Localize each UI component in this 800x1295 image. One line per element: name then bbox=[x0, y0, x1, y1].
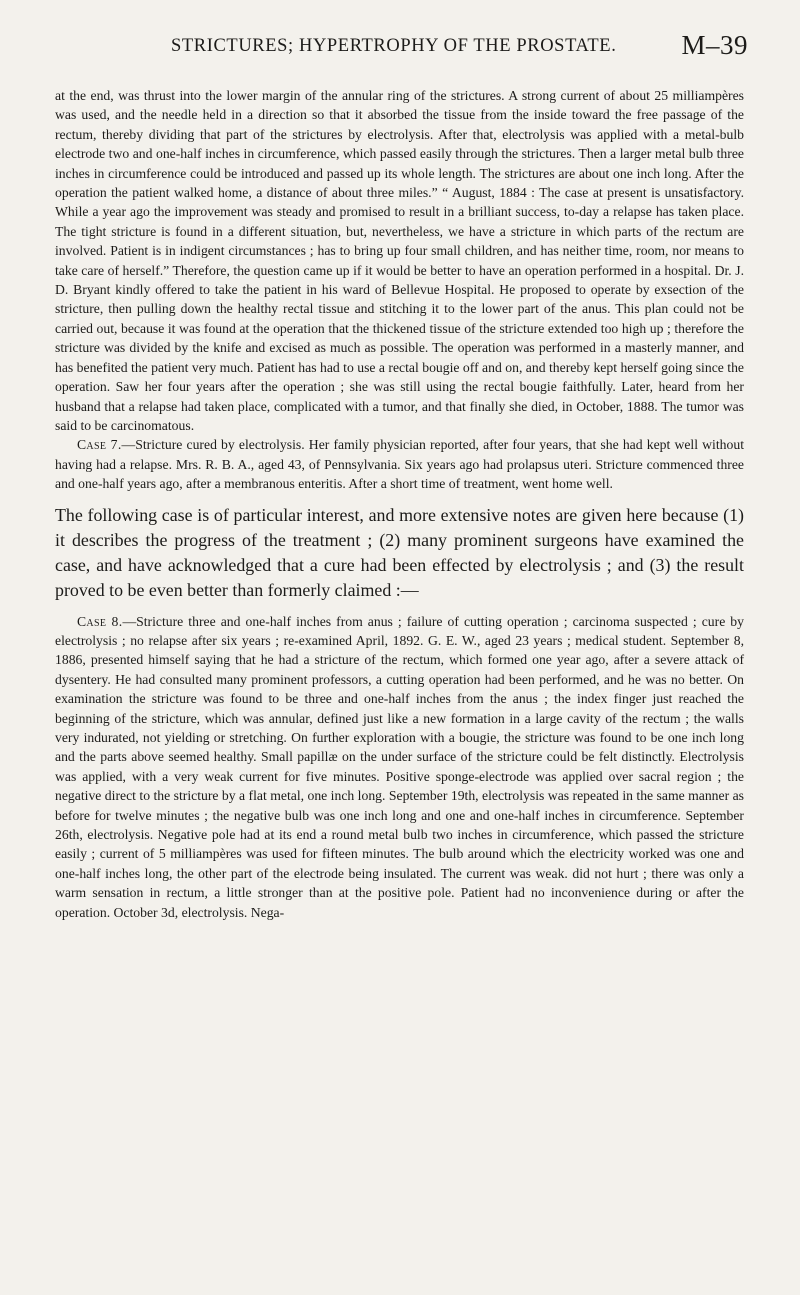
paragraph-case-8 bbox=[55, 612, 744, 923]
running-head bbox=[55, 30, 748, 70]
case-7-text: —Stricture cured by electrolysis. Her family physician reported, after four years, that she had kept well without having had a relapse. Mrs. R. B. A., aged 43, of Pennsylvania. Six years ago had prolapsus uteri. Stricture commenced three and one-half years ago, after a membranous enteritis. After a short time of treatment, went home well. bbox=[55, 437, 744, 492]
paragraph-case-6-continued: at the end, was thrust into the lower margin of the annular ring of the strictures. A strong current of about 25 milliampères was used, and the needle held in a direction so that it absorbed the tissue from the inside toward the free passage of the rectum, thereby dividing that part of the strictures by electrolysis. After that, electrolysis was applied with a metal-bulb electrode two and one-half inches in circumference, which passed easily through the strictures. Then a larger metal bulb three inches in circumference could be introduced and passed up its whole length. The strictures are about one inch long. After the operation the patient walked home, a distance of about three miles.” “ August, 1884 : The case at present is unsatisfactory. While a year ago the improvement was steady and promised to result in a brilliant success, to-day a relapse has taken place. The tight stricture is found in a different situation, but, nevertheless, we have a stricture in which parts of the rectum are involved. Patient is in indigent circumstances ; has to bring up four small children, and has neither time, room, nor means to take care of herself.” Therefore, the question came up if it would be better to have an operation performed in a hospital. Dr. J. D. Bryant kindly offered to take the patient in his ward of Bellevue Hospital. He proposed to operate by exsection of the stricture, then pulling down the healthy rectal tissue and stitching it to the lower part of the anus. This plan could not be carried out, because it was found at the operation that the thickened tissue of the stricture extended too high up ; therefore the stricture was divided by the knife and excised as much as possible. The operation was performed in a masterly manner, and has benefited the patient very much. Patient has had to use a rectal bougie off and on, and thereby kept herself going since the operation. Saw her four years after the operation ; she was still using the rectal bougie faithfully. Later, heard from her husband that a relapse had taken place, complicated with a tumor, and that finally she died, in October, 1888. The tumor was said to be carcinomatous. bbox=[55, 88, 744, 433]
page-number: M–39 bbox=[681, 30, 748, 60]
case-8-text: —Stricture three and one-half inches from anus ; failure of cutting operation ; carcinoma suspected ; cure by electrolysis ; no relapse after six years ; re-examined April, 1892. G. E. W., aged 23 years ; medical student. September 8, 1886, presented himself saying that he had a stricture of the rectum, which formed one year ago, after a severe attack of dysentery. He had consulted many prominent professors, a cutting operation had been performed, and he was no better. On examination the stricture was found to be three and one-half inches from the anus ; the index finger just reached the beginning of the stricture, which was annular, defined just like a new formation in a large cavity of the rectum ; the walls very indurated, not yielding or stretching. On further exploration with a bougie, the stricture was found to be one inch long and the parts above seemed healthy. Small papillæ on the under surface of the stricture could be felt distinctly. Electrolysis was applied, with a very weak current for five minutes. Positive sponge-electrode was applied over sacral region ; the negative direct to the stricture by a flat metal, one inch long. September 19th, electrolysis was repeated in the same manner as before for twelve minutes ; the negative bulb was one inch long and one and one-half inches in circumference. September 26th, electrolysis. Negative pole had at its end a round metal bulb two inches in circumference, which passed the stricture easily ; current of 5 milliampères was used for fifteen minutes. The bulb around which the electricity worked was one and one-half inches long, the other part of the electrode being insulated. The current was weak. did not hurt ; there was only a warm sensation in rectum, a little stronger than at the positive pole. Patient had no inconvenience during or after the operation. October 3d, electrolysis. Nega- bbox=[55, 613, 744, 920]
running-title: STRICTURES; HYPERTROPHY OF THE PROSTATE. bbox=[171, 36, 617, 56]
paragraph-case-7 bbox=[55, 435, 744, 493]
case-8-label: Case 8. bbox=[77, 613, 123, 629]
paragraph-introduction-case-8: The following case is of particular interest, and more extensive notes are given here because (1) it describes the progress of the treatment ; (2) many prominent surgeons have examined the case, and have acknowledged that a cure had been effected by electrolysis ; and (3) the result proved to be even better than formerly claimed :— bbox=[55, 504, 744, 600]
case-7-label: Case 7. bbox=[77, 437, 122, 453]
